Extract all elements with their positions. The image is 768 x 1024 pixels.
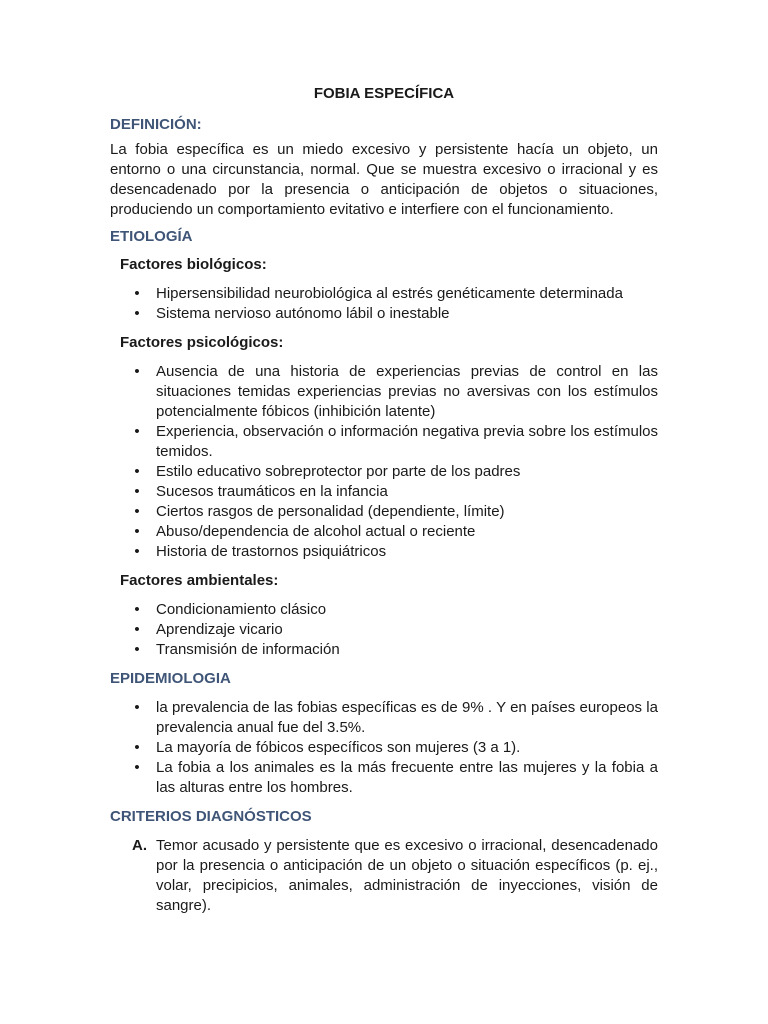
list-item-text: Condicionamiento clásico — [156, 601, 327, 618]
list-item-text: Historia de trastornos psiquiátricos — [156, 543, 387, 560]
definicion-heading: DEFINICIÓN: — [110, 116, 202, 133]
bullet-icon: • — [134, 503, 140, 520]
factores-biologicos-heading: Factores biológicos: — [120, 256, 267, 273]
list-item — [110, 462, 658, 482]
list-item — [110, 422, 658, 462]
list-item-text: Experiencia, observación o información negativa previa sobre los estímulos temidos. — [156, 423, 658, 460]
bullet-icon: • — [134, 759, 140, 776]
bullet-icon: • — [134, 739, 140, 756]
list-item-text: Sucesos traumáticos en la infancia — [156, 483, 388, 500]
list-item-text: La fobia a los animales es la más frecuente entre las mujeres y la fobia a las alturas entre los hombres. — [156, 759, 658, 796]
document-title: FOBIA ESPECÍFICA — [313, 85, 455, 102]
list-item — [110, 836, 658, 916]
list-item — [110, 284, 658, 304]
list-item — [110, 362, 658, 422]
factores-psicologicos-list — [110, 362, 658, 562]
factores-ambientales-list — [110, 600, 658, 660]
list-item — [110, 640, 658, 660]
list-item — [110, 738, 658, 758]
etiologia-heading: ETIOLOGÍA — [110, 228, 193, 245]
epidemiologia-list — [110, 698, 658, 798]
list-item-text: Sistema nervioso autónomo lábil o inestable — [156, 305, 450, 322]
factores-ambientales-heading: Factores ambientales: — [120, 572, 279, 589]
list-item-text: Ausencia de una historia de experiencias previas de control en las situaciones temidas experiencias previas no aversivas con los estímulos potencialmente fóbicos (inhibición latente) — [156, 363, 658, 420]
bullet-icon: • — [134, 621, 140, 638]
list-item-text: Estilo educativo sobreprotector por parte de los padres — [156, 463, 521, 480]
bullet-icon: • — [134, 641, 140, 658]
list-item — [110, 600, 658, 620]
list-item-text: Transmisión de información — [156, 641, 340, 658]
list-item — [110, 620, 658, 640]
list-item — [110, 698, 658, 738]
bullet-icon: • — [134, 463, 140, 480]
list-item-text: Temor acusado y persistente que es excesivo o irracional, desencadenado por la presencia o anticipación de un objeto o situación específicos (p. ej., volar, precipicios, animales, administración de inyecciones, visión de sangre). — [156, 837, 658, 914]
bullet-icon: • — [134, 305, 140, 322]
criterios-list — [110, 836, 658, 916]
factores-biologicos-list — [110, 284, 658, 324]
list-item-text: la prevalencia de las fobias específicas es de 9% . Y en países europeos la prevalencia anual fue del 3.5%. — [156, 699, 658, 736]
definicion-paragraph: La fobia específica es un miedo excesivo y persistente hacía un objeto, un entorno o una circunstancia, normal. Que se muestra excesivo o irracional y es desencadenado por la presencia o anticipación de objetos o situaciones, produciendo un comportamiento evitativo e interfiere con el funcionamiento. — [110, 141, 658, 218]
list-item-text: Ciertos rasgos de personalidad (dependiente, límite) — [156, 503, 505, 520]
bullet-icon: • — [134, 363, 140, 380]
document-content — [110, 84, 658, 916]
list-item — [110, 522, 658, 542]
list-item-text: Hipersensibilidad neurobiológica al estrés genéticamente determinada — [156, 285, 623, 302]
list-item-text: La mayoría de fóbicos específicos son mujeres (3 a 1). — [156, 739, 521, 756]
criterion-marker: A. — [132, 837, 147, 854]
list-item-text: Abuso/dependencia de alcohol actual o reciente — [156, 523, 476, 540]
list-item — [110, 502, 658, 522]
bullet-icon: • — [134, 601, 140, 618]
bullet-icon: • — [134, 285, 140, 302]
criterios-heading: CRITERIOS DIAGNÓSTICOS — [110, 808, 312, 825]
bullet-icon: • — [134, 483, 140, 500]
list-item — [110, 758, 658, 798]
list-item — [110, 482, 658, 502]
list-item — [110, 304, 658, 324]
epidemiologia-heading: EPIDEMIOLOGIA — [110, 670, 231, 687]
bullet-icon: • — [134, 523, 140, 540]
list-item — [110, 542, 658, 562]
bullet-icon: • — [134, 699, 140, 716]
list-item-text: Aprendizaje vicario — [156, 621, 283, 638]
bullet-icon: • — [134, 423, 140, 440]
bullet-icon: • — [134, 543, 140, 560]
factores-psicologicos-heading: Factores psicológicos: — [120, 334, 284, 351]
